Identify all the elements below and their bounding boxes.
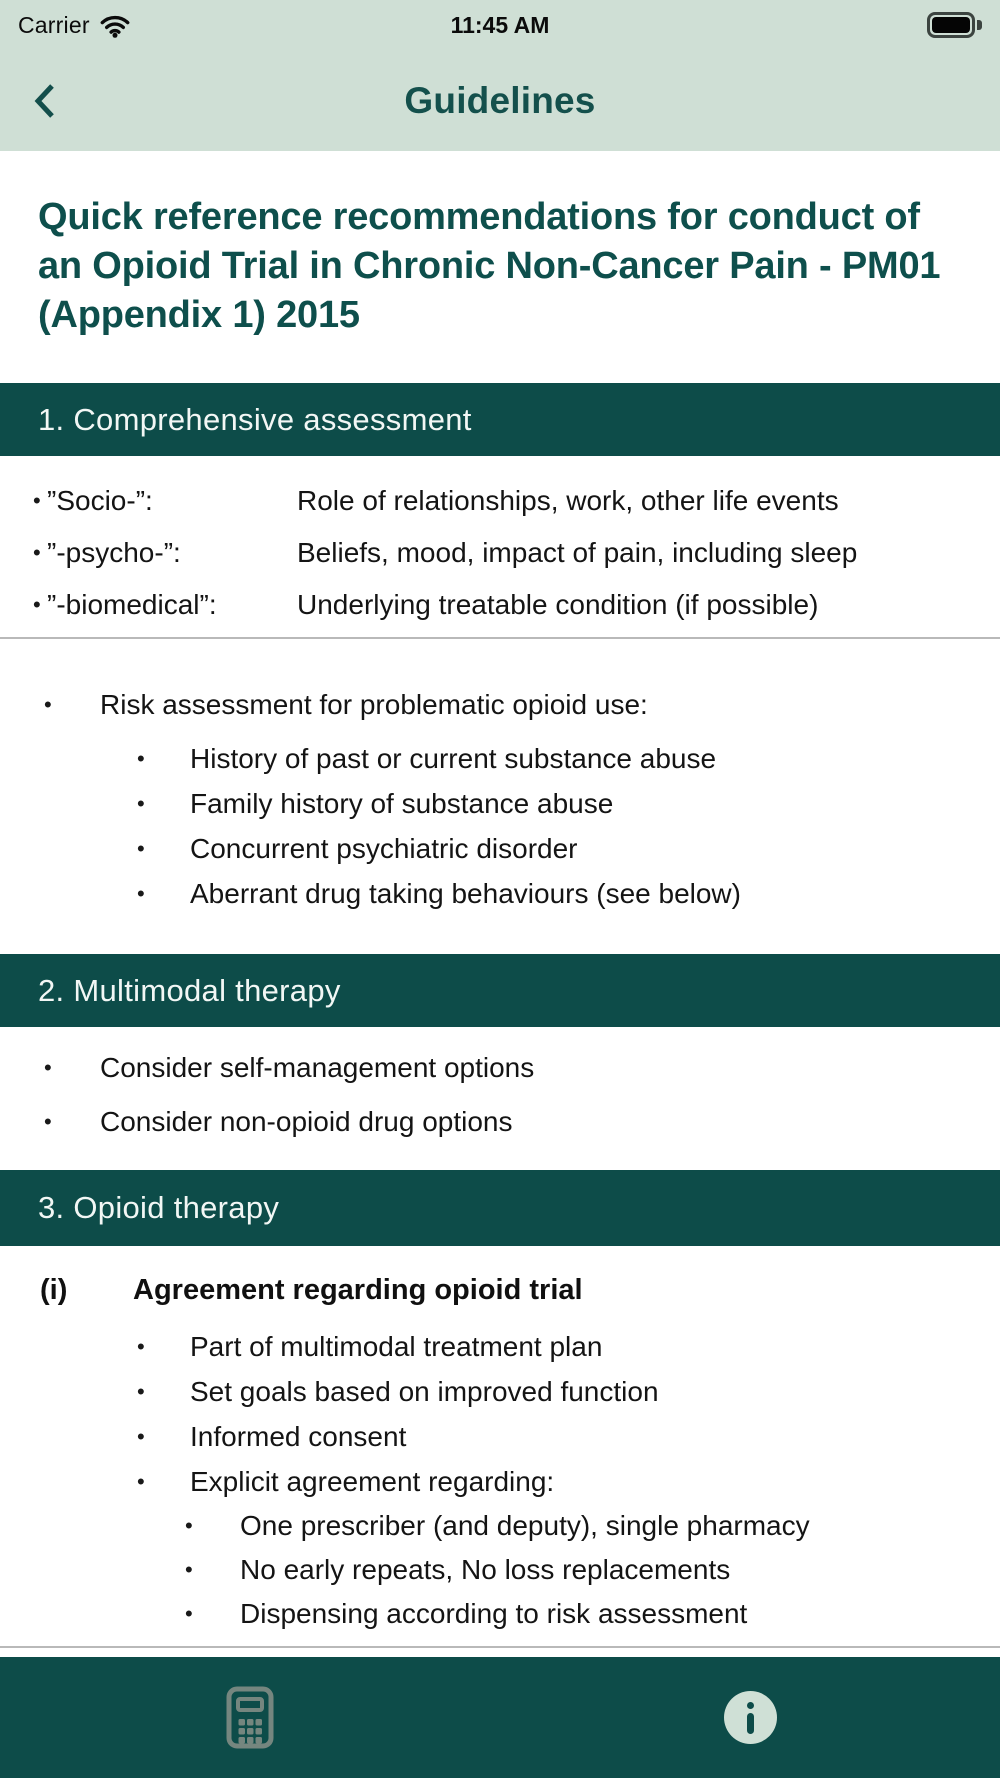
list-item-label: Part of multimodal treatment plan (190, 1330, 603, 1362)
list-item-label: Family history of substance abuse (190, 787, 614, 819)
list-item-label: Informed consent (190, 1420, 407, 1452)
list-item (0, 1592, 1000, 1636)
definition-row (0, 475, 1000, 527)
nav-bar (0, 50, 1000, 151)
list-item (0, 826, 1000, 871)
list-item (0, 1548, 1000, 1592)
section-header-2 (0, 954, 1000, 1027)
back-chevron-icon (34, 82, 56, 120)
definition-row (0, 579, 1000, 631)
bullet-dot: • (137, 880, 145, 906)
multimodal-list (0, 1027, 1000, 1149)
risk-sub-list (0, 736, 1000, 916)
list-item (0, 683, 1000, 727)
list-item-label: Explicit agreement regarding: (190, 1465, 555, 1497)
divider (0, 1646, 1000, 1648)
divider (0, 637, 1000, 639)
agreement-subheading (0, 1268, 1000, 1312)
bullet-dot: • (137, 1468, 145, 1494)
bullet-dot: • (137, 745, 145, 771)
definition-term: ”-biomedical”: (47, 589, 217, 620)
tab-bar (0, 1657, 1000, 1778)
bullet-dot: • (33, 488, 41, 513)
bullet-dot: • (185, 1513, 193, 1538)
calculator-icon (226, 1686, 274, 1749)
guidelines-document (0, 151, 1000, 1657)
list-item-label: Risk assessment for problematic opioid use: (100, 689, 648, 720)
back-button[interactable] (34, 79, 78, 123)
list-item (0, 1095, 1000, 1149)
definition-desc: Beliefs, mood, impact of pain, including sleep (297, 537, 858, 568)
list-item-label: Aberrant drug taking behaviours (see below) (190, 877, 741, 909)
subheading-label: Agreement regarding opioid trial (133, 1273, 583, 1306)
bullet-dot: • (33, 540, 41, 565)
bullet-dot: • (137, 790, 145, 816)
bullet-dot: • (33, 592, 41, 617)
list-item-label: No early repeats, No loss replacements (240, 1554, 731, 1585)
bullet-dot: • (137, 1378, 145, 1404)
list-item (0, 1324, 1000, 1369)
definition-list (0, 456, 1000, 631)
info-tab-button[interactable] (724, 1691, 777, 1744)
subheading-number: (i) (40, 1273, 68, 1306)
definition-desc: Role of relationships, work, other life events (297, 485, 839, 516)
bullet-dot: • (44, 692, 52, 717)
list-item (0, 1369, 1000, 1414)
info-icon (724, 1691, 777, 1744)
status-time: 11:45 AM (450, 11, 550, 38)
list-item (0, 871, 1000, 916)
list-item-label: Concurrent psychiatric disorder (190, 832, 578, 864)
bullet-dot: • (185, 1601, 193, 1626)
bullet-dot: • (137, 835, 145, 861)
bullet-dot: • (137, 1333, 145, 1359)
bullet-dot: • (185, 1557, 193, 1582)
bullet-dot: • (44, 1109, 52, 1134)
calculator-tab-button[interactable] (226, 1686, 274, 1749)
list-item-label: Set goals based on improved function (190, 1375, 659, 1407)
section-heading-label: 3. Opioid therapy (38, 1190, 280, 1225)
list-item-label: Dispensing according to risk assessment (240, 1598, 748, 1629)
section-header-1 (0, 383, 1000, 456)
screen-title: Guidelines (404, 79, 596, 121)
list-item (0, 736, 1000, 781)
bullet-dot: • (44, 1055, 52, 1080)
definition-desc: Underlying treatable condition (if possible) (297, 589, 819, 620)
list-item (0, 1504, 1000, 1548)
list-item (0, 781, 1000, 826)
document-title: Quick reference recommendations for conduct of an Opioid Trial in Chronic Non-Cancer Pain - PM01 (Appendix 1) 2015 (38, 196, 941, 336)
section-header-3 (0, 1170, 1000, 1246)
list-item (0, 1414, 1000, 1459)
section-heading-label: 1. Comprehensive assessment (38, 401, 472, 437)
list-item-label: Consider self-management options (100, 1052, 535, 1083)
status-bar (0, 0, 1000, 50)
battery-icon (927, 12, 982, 38)
list-item (0, 1041, 1000, 1095)
carrier-label: Carrier (18, 11, 90, 38)
section-heading-label: 2. Multimodal therapy (38, 972, 341, 1008)
list-item-label: Consider non-opioid drug options (100, 1106, 513, 1137)
list-item-label: One prescriber (and deputy), single pharmacy (240, 1510, 810, 1541)
list-item-label: History of past or current substance abuse (190, 742, 717, 774)
definition-term: ”Socio-”: (47, 485, 153, 516)
list-item (0, 1459, 1000, 1504)
definition-term: ”-psycho-”: (47, 537, 181, 568)
definition-row (0, 527, 1000, 579)
agreement-list (0, 1324, 1000, 1636)
bullet-dot: • (137, 1423, 145, 1449)
